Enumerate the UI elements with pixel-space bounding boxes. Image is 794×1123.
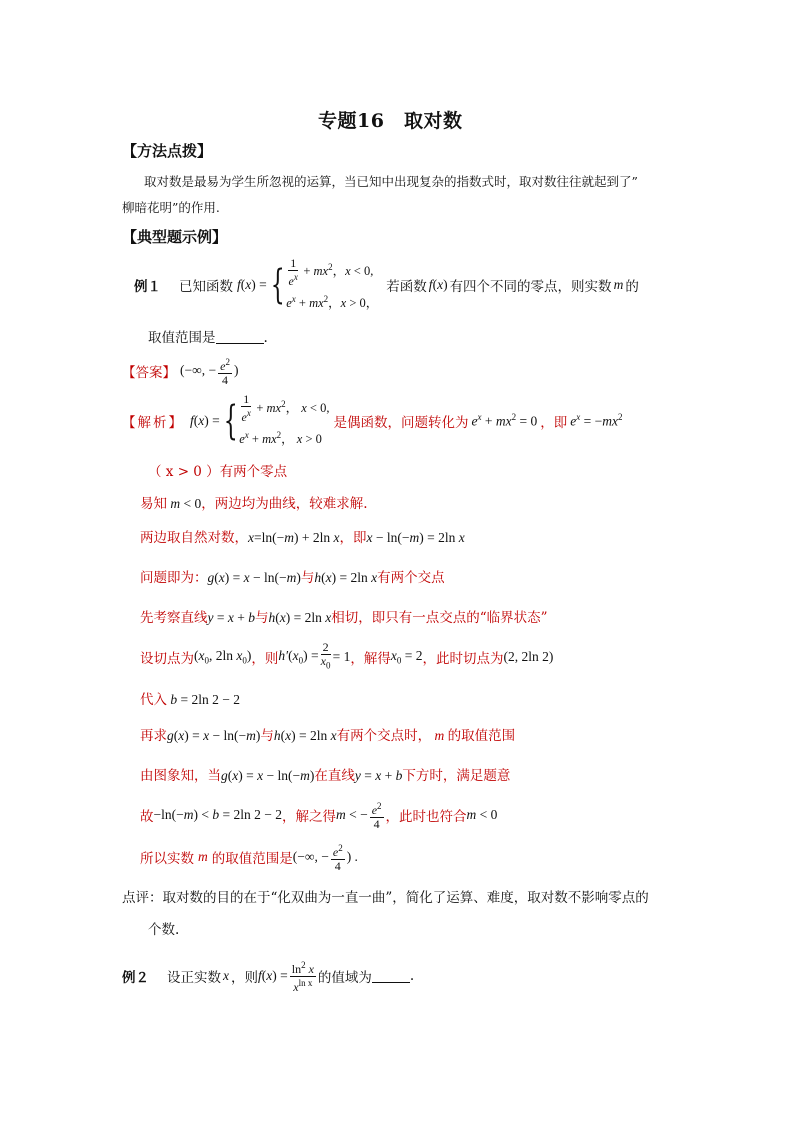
example-1-label: 例１ <box>134 279 161 295</box>
example-2-statement: 例２ 设正实数 x ，则 f(x) = $\frac{\ln^2 x}{x^{ln x}}$ 的值域为 . <box>122 959 415 994</box>
comment-line1: 点评：取对数的目的在于“化双曲为一直一曲”，简化了运算、难度，取对数不影响零点的 <box>122 890 649 906</box>
example-2-blank <box>372 970 410 983</box>
range-text: 取值范围是 <box>148 330 216 346</box>
examples-heading: 【典型题示例】 <box>122 228 228 246</box>
comment-line2: 个数. <box>148 922 180 938</box>
period-2: . <box>409 968 415 984</box>
method-text-line2: 柳暗花明”的作用. <box>122 200 220 215</box>
example-1-condition-tail: 有四个不同的零点，则实数 <box>449 279 612 295</box>
example-2-mid: ，则 <box>231 970 258 986</box>
piecewise-cases: $\frac{1}{e^x}$ + $mx^2$，x < 0, $e^x + mx^2$，x > 0， <box>286 255 379 310</box>
analysis-line-l7: 再求g(x) = x − ln(−m)与h(x) = 2ln x有两个交点时， m 的取值范围 <box>140 728 516 744</box>
analysis-two-zeros: （ x > 0 ）有两个零点 <box>148 464 288 480</box>
analysis-line-l10: 所以实数 m 的取值范围是 (−∞, − $\frac{e^2}{4}$ ) . <box>140 842 358 873</box>
analysis-label: 【解析】 <box>122 415 184 431</box>
example-1-tail: 的 <box>625 279 639 295</box>
example-1-statement: 例１ 已知函数 f(x) = { $\frac{1}{e^x}$ + $mx^2$，x < 0, $e^x + mx^2$，x > 0， 若函数 f(x) 有四个不同的零点，则实数 m 的 <box>134 256 639 314</box>
example-2-label: 例２ <box>122 970 149 986</box>
answer-label: 【答案】 <box>122 365 176 381</box>
analysis-line-l8: 由图象知，当g(x) = x − ln(−m)在直线y = x + b下方时，满足题意 <box>140 768 511 784</box>
comma-ji: ，即 <box>540 415 568 431</box>
analysis-line-l3: 问题即为：g(x) = x − ln(−m)与h(x) = 2ln x有两个交点 <box>140 570 445 586</box>
analysis-line-l4: 先考察直线y = x + b与h(x) = 2ln x相切，即只有一点交点的“临界状态” <box>140 610 548 626</box>
analysis-line-l6: 代入 b = 2ln 2 − 2 <box>140 692 240 708</box>
example-1-range <box>148 326 268 346</box>
analysis-line-l9: 故 −ln(−m) < b = 2ln 2 − 2 ，解之得 m < − $\frac{e^2}{4}$ ，此时也符合 m < 0 <box>140 800 498 831</box>
analysis-line-l1: 易知 m < 0，两边均为曲线，较难求解. <box>140 496 368 512</box>
analysis-even-text: 是偶函数，问题转化为 <box>333 415 469 431</box>
example-1-lead: 已知函数 <box>179 279 233 295</box>
analysis-line-l2: 两边取自然对数，x=ln(−m) + 2ln x，即x − ln(−m) = 2ln x <box>140 530 465 546</box>
answer-blank <box>216 331 264 344</box>
method-heading: 【方法点拨】 <box>122 142 213 160</box>
example-2-lead: 设正实数 <box>167 970 221 986</box>
analysis-line-l5: 设切点为 ($x_0$, 2ln $x_0$) ，则 $h'(x_0)$ = $\frac{2}{x_0}$ = 1 ，解得 $x_0 = 2$ ，此时切点为 (2, 2ln 2) <box>140 640 554 671</box>
answer-line: 【答案】 (−∞, − $\frac{e^2}{4}$ ) <box>122 356 239 387</box>
analysis-line-1: 【解析】 f(x) = { $\frac{1}{e^x}$ + $mx^2$， x < 0, $e^x + mx^2$， x > 0 是偶函数，问题转化为 $e^x + mx^2 = 0$ ，即 $e^x = -mx^2$ <box>122 392 623 446</box>
period: . <box>263 330 268 346</box>
example-2-tail: 的值域为 <box>317 970 372 986</box>
example-1-condition: 若函数 <box>386 279 427 295</box>
page-title: 专题16 取对数 <box>318 110 463 132</box>
method-text-line1: 取对数是最易为学生所忽视的运算，当已知中出现复杂的指数式时，取对数往往就起到了” <box>144 174 638 189</box>
piecewise-function: f(x) = <box>237 277 267 292</box>
